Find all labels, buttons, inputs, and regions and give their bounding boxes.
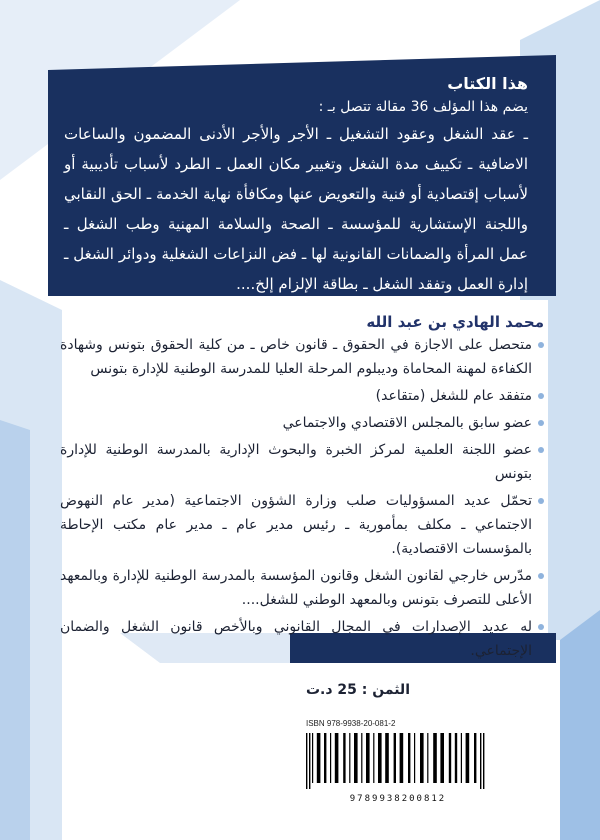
barcode-bar <box>420 733 424 783</box>
barcode-bar <box>483 733 484 789</box>
barcode-bar <box>335 733 339 783</box>
barcode-bar <box>449 733 451 783</box>
author-bio-list <box>60 333 544 663</box>
barcode-bar <box>312 733 313 783</box>
bio-item <box>60 438 544 486</box>
bio-item <box>60 411 544 435</box>
bio-text: متفقد عام للشغل (متقاعد) <box>375 388 532 404</box>
barcode-bar <box>361 733 362 783</box>
bullet-icon <box>538 420 544 426</box>
barcode-bar <box>317 733 321 783</box>
bullet-icon <box>538 498 544 504</box>
barcode-bar <box>385 733 389 783</box>
barcode-bars <box>300 731 496 791</box>
barcode-bar <box>400 733 404 783</box>
bio-text: عضو اللجنة العلمية لمركز الخبرة والبحوث الإدارية بالمدرسة الوطنية للإدارة بتونس <box>60 442 532 482</box>
bio-item <box>60 384 544 408</box>
barcode-bar <box>408 733 410 783</box>
bio-text: متحصل على الاجازة في الحقوق ـ قانون خاص ـ من كلية الحقوق بتونس وشهادة الكفاءة لمهنة المحاماة وديبلوم المرحلة العليا للمدرسة الوطنية للإدارة بتونس <box>60 337 532 377</box>
bio-item <box>60 564 544 612</box>
barcode-bar <box>330 733 331 783</box>
isbn-label: ISBN 978-9938-20-081-2 <box>306 719 396 728</box>
barcode-bar <box>349 733 350 783</box>
barcode-bar <box>480 733 481 789</box>
bio-text: له عديد الإصدارات في المجال القانوني وبالأخص قانون الشغل والضمان الإجتماعي. <box>60 619 532 659</box>
bullet-icon <box>538 447 544 453</box>
barcode-bar <box>440 733 444 783</box>
left-mid-band <box>0 420 30 840</box>
barcode-bar <box>414 733 415 783</box>
bullet-icon <box>538 573 544 579</box>
barcode-bar <box>354 733 358 783</box>
barcode-digits: 9789938200812 <box>349 794 447 804</box>
barcode-bar <box>474 733 476 783</box>
right-mid-band <box>560 610 600 840</box>
barcode-bar <box>366 733 370 783</box>
book-summary <box>64 74 528 299</box>
barcode-bar <box>324 733 326 783</box>
barcode-bar <box>394 733 396 783</box>
bio-text: تحمّل عديد المسؤوليات صلب وزارة الشؤون الاجتماعية (مدير عام النهوض الاجتماعي ـ مكلف بمأمورية ـ رئيس مدير عام ـ مدير عام مكتب الإحاطة بالمؤسسات الاقتصادية). <box>60 493 532 557</box>
summary-body: ـ عقد الشغل وعقود التشغيل ـ الأجر والأجر الأدنى المضمون والساعات الاضافية ـ تكييف مدة الشغل وتغيير مكان العمل ـ الطرد لأسباب تأديبية أو لأسباب إقتصادية أو فنية والتعويض عنها ومكافأة نهاية الخدمة ـ الحق النقابي واللجنة الإستشارية للمؤسسة ـ الصحة والسلامة المهنية وطب الشغل ـ عمل المرأة والضمانات القانونية لها ـ فض النزاعات الشغلية ودوائر الشغل ـ إدارة العمل وتفقد الشغل ـ بطاقة الإلزام إلخ.... <box>64 125 528 293</box>
barcode-bar <box>373 733 374 783</box>
barcode-bar <box>466 733 470 783</box>
barcode-bar <box>427 733 428 783</box>
author-name: محمد الهادي بن عبد الله <box>366 313 544 331</box>
bullet-icon <box>538 624 544 630</box>
barcode-bar <box>378 733 382 783</box>
barcode-bar <box>306 733 307 789</box>
bio-item <box>60 615 544 663</box>
bullet-icon <box>538 393 544 399</box>
barcode-bar <box>343 733 345 783</box>
bio-text: عضو سابق بالمجلس الاقتصادي والاجتماعي <box>282 415 532 431</box>
barcode-bar <box>455 733 457 783</box>
summary-intro: يضم هذا المؤلف 36 مقالة تتصل بـ : <box>318 99 528 115</box>
barcode-bar <box>309 733 310 789</box>
bio-item <box>60 489 544 561</box>
bio-text: مدّرس خارجي لقانون الشغل وقانون المؤسسة بالمدرسة الوطنية للإدارة وبالمعهد الأعلى للتصرف بتونس وبالمعهد الوطني للشغل.... <box>60 568 532 608</box>
author-section <box>60 313 544 666</box>
price-label: الثمن : 25 د.ت <box>305 682 410 698</box>
summary-title: هذا الكتاب <box>447 74 528 93</box>
bio-item <box>60 333 544 381</box>
barcode-bar <box>433 733 437 783</box>
bullet-icon <box>538 342 544 348</box>
barcode <box>300 731 496 791</box>
barcode-bar <box>461 733 462 783</box>
